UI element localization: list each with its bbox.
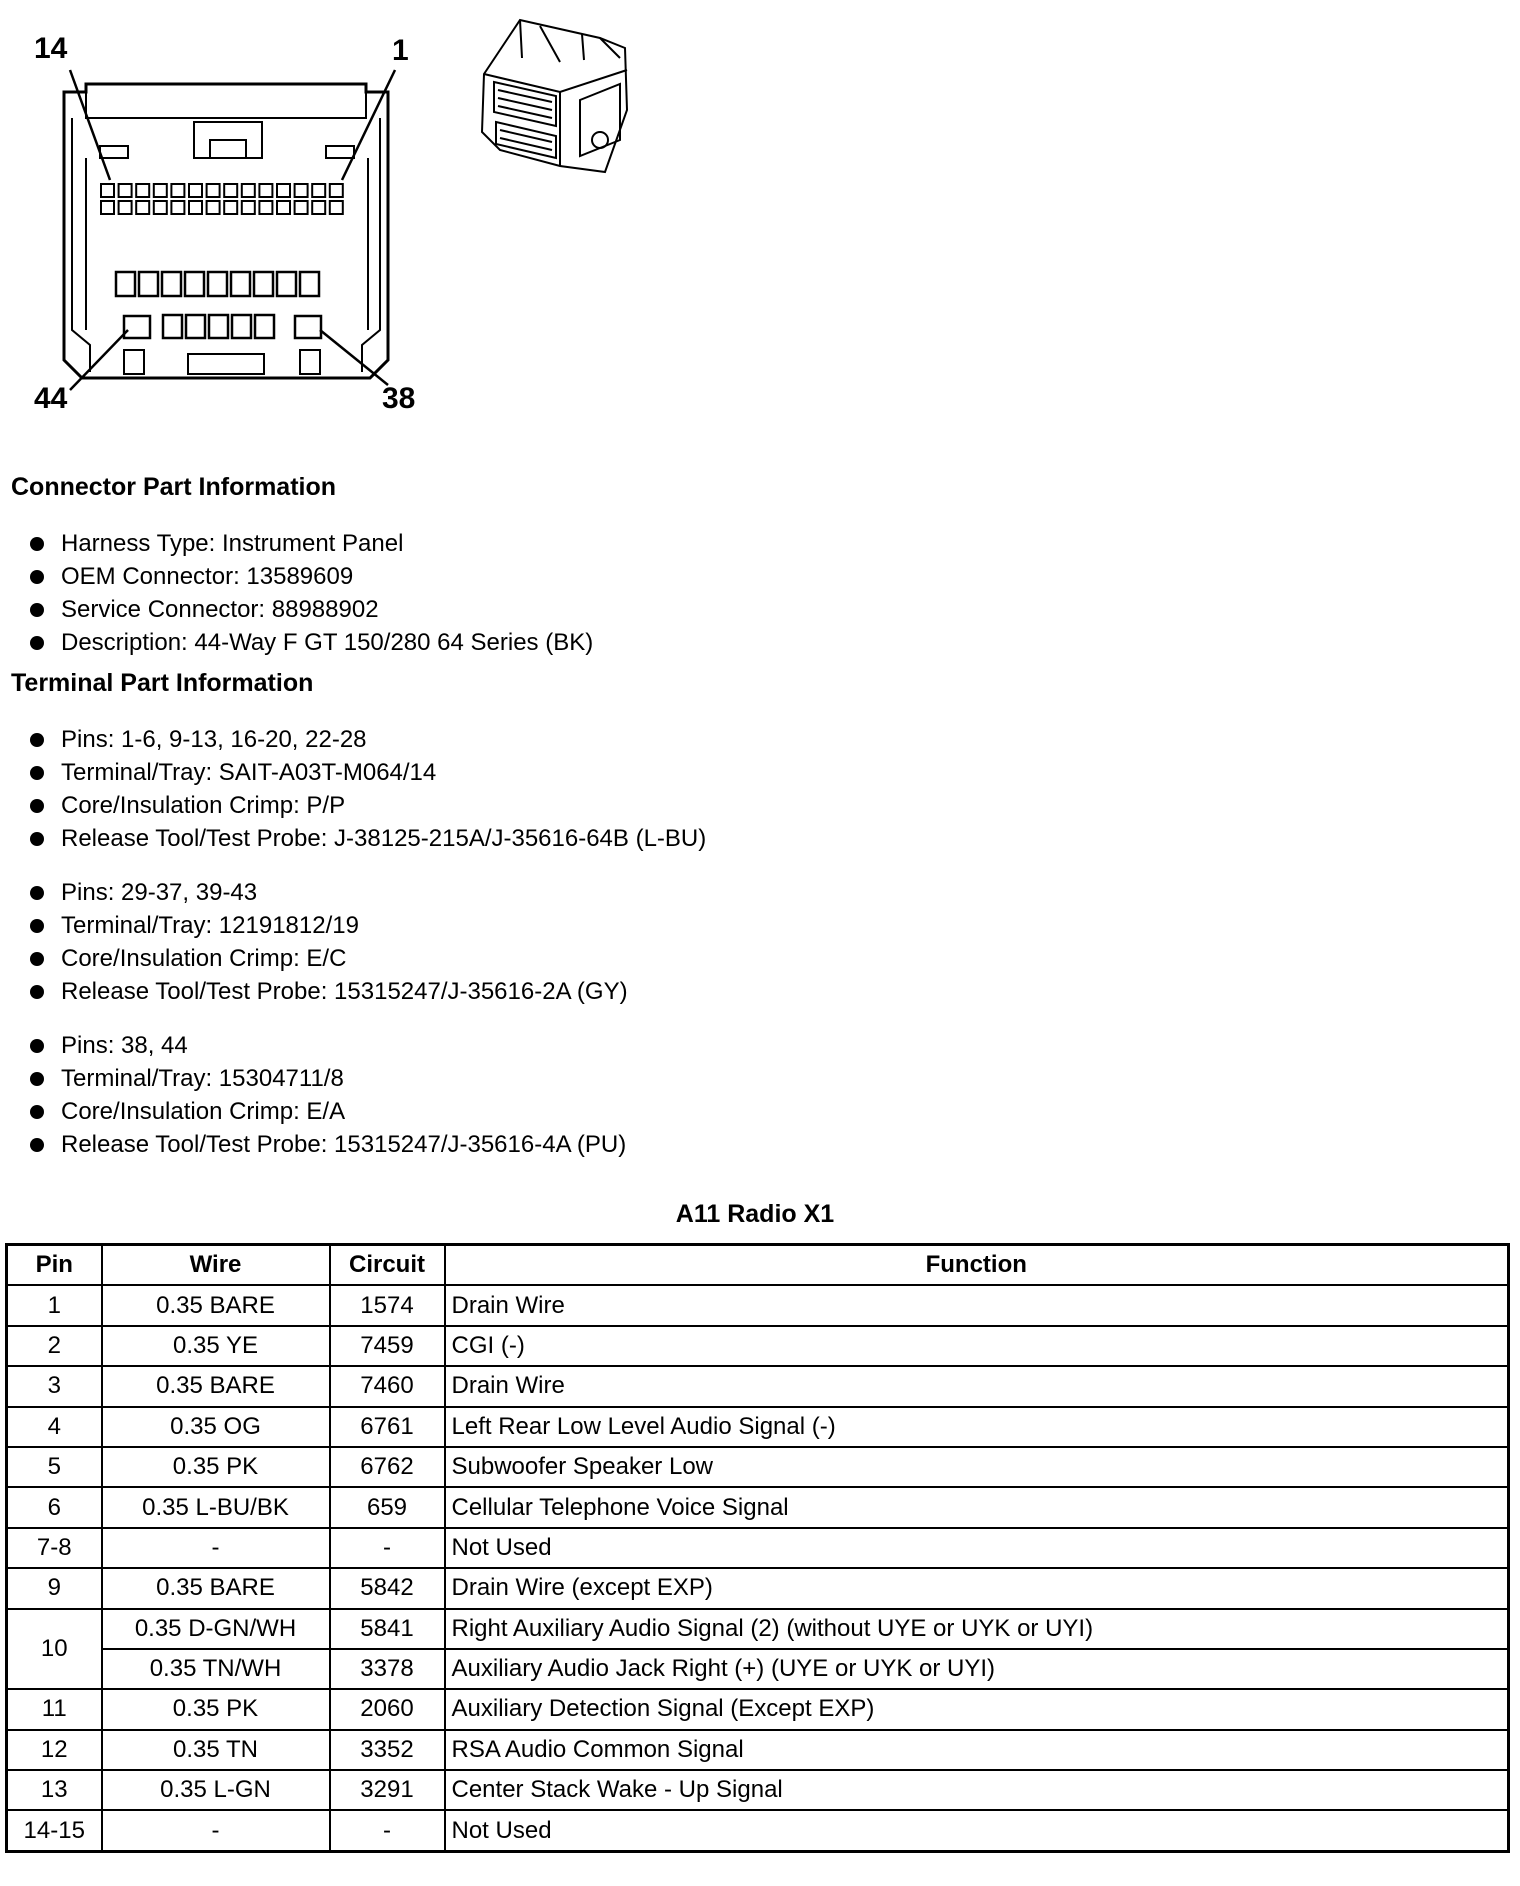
circuit-cell: 7460 (330, 1366, 445, 1406)
circuit-cell: 3352 (330, 1730, 445, 1770)
terminal-group-2 (30, 876, 628, 1008)
terminal-cavity (277, 184, 290, 197)
list-item (30, 975, 628, 1008)
terminal-cavity (136, 184, 149, 197)
terminal-cavity (259, 201, 272, 214)
bottom-terminal-cavities (124, 315, 321, 338)
terminal-group-1 (30, 723, 706, 855)
pin-cell: 13 (7, 1770, 102, 1810)
connector-part-info-list (30, 527, 593, 659)
terminal-cavity (232, 315, 251, 338)
terminal-cavity (162, 272, 181, 296)
bullet-icon (30, 985, 44, 999)
bullet-icon (30, 799, 44, 813)
table-row (7, 1568, 1509, 1608)
function-cell: Drain Wire (except EXP) (445, 1568, 1509, 1608)
function-cell: Not Used (445, 1528, 1509, 1568)
small-terminal-cavities (101, 184, 343, 214)
terminal-group-3 (30, 1029, 626, 1161)
terminal-cavity (277, 201, 290, 214)
list-item (30, 1029, 626, 1062)
terminal-cavity (208, 272, 227, 296)
circuit-cell: 1574 (330, 1285, 445, 1325)
list-item (30, 876, 628, 909)
bullet-icon (30, 832, 44, 846)
pinout-table (5, 1243, 1510, 1853)
table-row (7, 1326, 1509, 1366)
table-row (7, 1447, 1509, 1487)
table-row (7, 1528, 1509, 1568)
wire-cell: - (102, 1810, 330, 1851)
callout-38: 38 (382, 382, 416, 415)
terminal-cavity (330, 201, 343, 214)
wire-cell: 0.35 OG (102, 1407, 330, 1447)
list-item-text: Terminal/Tray: 12191812/19 (61, 912, 359, 939)
list-item (30, 822, 706, 855)
wire-cell: 0.35 BARE (102, 1366, 330, 1406)
terminal-cavity (300, 272, 319, 296)
wire-cell: 0.35 BARE (102, 1568, 330, 1608)
terminal-cavity (154, 184, 167, 197)
table-row (7, 1609, 1509, 1649)
list-item-text: Release Tool/Test Probe: 15315247/J-35616-2A (GY) (61, 978, 628, 1005)
circuit-cell: 5842 (330, 1568, 445, 1608)
list-item (30, 1062, 626, 1095)
list-item (30, 1095, 626, 1128)
column-header-function: Function (445, 1245, 1509, 1286)
wire-cell: - (102, 1528, 330, 1568)
terminal-cavity (259, 184, 272, 197)
table-row (7, 1730, 1509, 1770)
terminal-cavity (254, 272, 273, 296)
pin-cell: 12 (7, 1730, 102, 1770)
terminal-cavity (330, 184, 343, 197)
terminal-cavity (277, 272, 296, 296)
terminal-cavity (189, 201, 202, 214)
terminal-cavity (242, 184, 255, 197)
function-cell: Left Rear Low Level Audio Signal (-) (445, 1407, 1509, 1447)
bullet-icon (30, 919, 44, 933)
list-item (30, 560, 593, 593)
table-row (7, 1810, 1509, 1851)
circuit-cell: 5841 (330, 1609, 445, 1649)
list-item (30, 1128, 626, 1161)
table-row (7, 1407, 1509, 1447)
wire-cell: 0.35 YE (102, 1326, 330, 1366)
list-item-text: Core/Insulation Crimp: E/A (61, 1098, 346, 1125)
circuit-cell: 6761 (330, 1407, 445, 1447)
column-header-circuit: Circuit (330, 1245, 445, 1286)
callout-1: 1 (392, 34, 409, 67)
terminal-cavity (171, 184, 184, 197)
terminal-cavity (101, 184, 114, 197)
bullet-icon (30, 733, 44, 747)
bullet-icon (30, 636, 44, 650)
wire-cell: 0.35 L-GN (102, 1770, 330, 1810)
pin-cell: 3 (7, 1366, 102, 1406)
terminal-cavity (124, 316, 150, 338)
middle-terminal-cavities (116, 272, 319, 296)
bullet-icon (30, 886, 44, 900)
callout-44: 44 (34, 382, 68, 415)
terminal-cavity (224, 201, 237, 214)
column-header-pin: Pin (7, 1245, 102, 1286)
wire-cell: 0.35 PK (102, 1447, 330, 1487)
connector-diagram (0, 0, 700, 460)
list-item-text: Core/Insulation Crimp: E/C (61, 945, 347, 972)
table-row (7, 1649, 1509, 1689)
terminal-cavity (312, 184, 325, 197)
function-cell: RSA Audio Common Signal (445, 1730, 1509, 1770)
table-header-row (7, 1245, 1509, 1286)
list-item (30, 909, 628, 942)
connector-part-info-heading: Connector Part Information (11, 473, 337, 501)
circuit-cell: 6762 (330, 1447, 445, 1487)
pin-cell: 9 (7, 1568, 102, 1608)
connector-face-drawing (0, 0, 700, 460)
column-header-wire: Wire (102, 1245, 330, 1286)
circuit-cell: 3378 (330, 1649, 445, 1689)
terminal-cavity (209, 315, 228, 338)
pin-cell: 6 (7, 1487, 102, 1527)
pin-cell: 14-15 (7, 1810, 102, 1851)
terminal-cavity (255, 315, 274, 338)
list-item (30, 527, 593, 560)
terminal-cavity (154, 201, 167, 214)
list-item-text: Terminal/Tray: 15304711/8 (61, 1065, 344, 1092)
list-item (30, 942, 628, 975)
circuit-cell: 659 (330, 1487, 445, 1527)
list-item-text: Service Connector: 88988902 (61, 596, 379, 623)
circuit-cell: 3291 (330, 1770, 445, 1810)
bullet-icon (30, 1138, 44, 1152)
list-item-text: Pins: 29-37, 39-43 (61, 879, 258, 906)
circuit-cell: - (330, 1528, 445, 1568)
table-row (7, 1487, 1509, 1527)
list-item-text: Harness Type: Instrument Panel (61, 530, 404, 557)
terminal-cavity (185, 272, 204, 296)
terminal-cavity (119, 201, 132, 214)
list-item-text: Description: 44-Way F GT 150/280 64 Series (BK) (61, 629, 594, 656)
terminal-cavity (136, 201, 149, 214)
bullet-icon (30, 952, 44, 966)
pin-cell: 7-8 (7, 1528, 102, 1568)
terminal-cavity (295, 316, 321, 338)
terminal-cavity (242, 201, 255, 214)
terminal-part-info-heading: Terminal Part Information (11, 669, 314, 697)
pin-cell: 1 (7, 1285, 102, 1325)
bullet-icon (30, 766, 44, 780)
terminal-cavity (101, 201, 114, 214)
circuit-cell: 2060 (330, 1689, 445, 1729)
wire-cell: 0.35 TN (102, 1730, 330, 1770)
table-row (7, 1285, 1509, 1325)
wire-cell: 0.35 BARE (102, 1285, 330, 1325)
terminal-cavity (189, 184, 202, 197)
terminal-cavity (295, 184, 308, 197)
list-item-text: Release Tool/Test Probe: J-38125-215A/J-35616-64B (L-BU) (61, 825, 707, 852)
function-cell: Cellular Telephone Voice Signal (445, 1487, 1509, 1527)
function-cell: Center Stack Wake - Up Signal (445, 1770, 1509, 1810)
function-cell: Drain Wire (445, 1366, 1509, 1406)
list-item-text: OEM Connector: 13589609 (61, 563, 354, 590)
wire-cell: 0.35 L-BU/BK (102, 1487, 330, 1527)
bullet-icon (30, 570, 44, 584)
terminal-cavity (119, 184, 132, 197)
bullet-icon (30, 1072, 44, 1086)
terminal-cavity (171, 201, 184, 214)
list-item-text: Pins: 38, 44 (61, 1032, 188, 1059)
list-item (30, 789, 706, 822)
terminal-cavity (224, 184, 237, 197)
function-cell: Auxiliary Detection Signal (Except EXP) (445, 1689, 1509, 1729)
function-cell: CGI (-) (445, 1326, 1509, 1366)
function-cell: Subwoofer Speaker Low (445, 1447, 1509, 1487)
list-item-text: Pins: 1-6, 9-13, 16-20, 22-28 (61, 726, 367, 753)
pin-cell: 11 (7, 1689, 102, 1729)
function-cell: Right Auxiliary Audio Signal (2) (without UYE or UYK or UYI) (445, 1609, 1509, 1649)
terminal-cavity (186, 315, 205, 338)
pin-cell: 2 (7, 1326, 102, 1366)
callout-14: 14 (34, 32, 68, 65)
bullet-icon (30, 603, 44, 617)
circuit-cell: - (330, 1810, 445, 1851)
list-item (30, 593, 593, 626)
wire-cell: 0.35 TN/WH (102, 1649, 330, 1689)
bullet-icon (30, 1105, 44, 1119)
function-cell: Auxiliary Audio Jack Right (+) (UYE or UYK or UYI) (445, 1649, 1509, 1689)
table-title: A11 Radio X1 (675, 1200, 835, 1228)
terminal-cavity (207, 184, 220, 197)
pin-cell: 4 (7, 1407, 102, 1447)
function-cell: Not Used (445, 1810, 1509, 1851)
terminal-cavity (163, 315, 182, 338)
circuit-cell: 7459 (330, 1326, 445, 1366)
connector-isometric-illustration (482, 20, 627, 172)
pin-cell: 10 (7, 1609, 102, 1690)
list-item (30, 756, 706, 789)
table-row (7, 1770, 1509, 1810)
terminal-cavity (231, 272, 250, 296)
bullet-icon (30, 1039, 44, 1053)
list-item-text: Release Tool/Test Probe: 15315247/J-35616-4A (PU) (61, 1131, 627, 1158)
pin-cell: 5 (7, 1447, 102, 1487)
bullet-icon (30, 537, 44, 551)
terminal-cavity (312, 201, 325, 214)
wire-cell: 0.35 PK (102, 1689, 330, 1729)
list-item-text: Core/Insulation Crimp: P/P (61, 792, 346, 819)
function-cell: Drain Wire (445, 1285, 1509, 1325)
list-item (30, 723, 706, 756)
terminal-cavity (207, 201, 220, 214)
terminal-cavity (295, 201, 308, 214)
terminal-cavity (116, 272, 135, 296)
list-item-text: Terminal/Tray: SAIT-A03T-M064/14 (61, 759, 437, 786)
table-row (7, 1366, 1509, 1406)
list-item (30, 626, 593, 659)
wire-cell: 0.35 D-GN/WH (102, 1609, 330, 1649)
table-row (7, 1689, 1509, 1729)
terminal-cavity (139, 272, 158, 296)
